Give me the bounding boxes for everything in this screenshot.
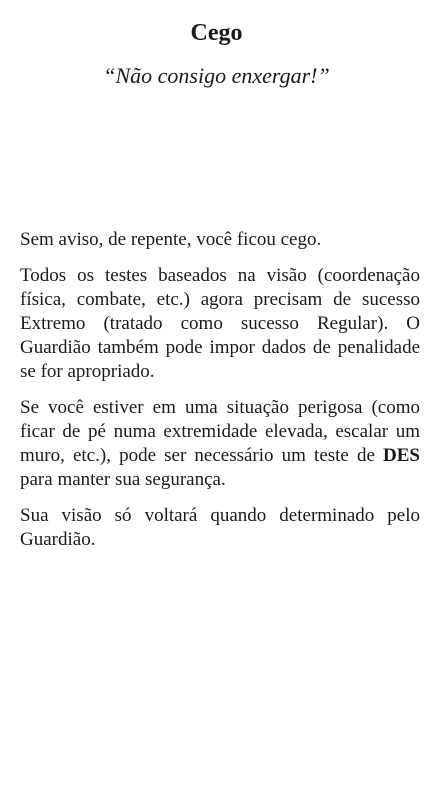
- paragraph-1: Sem aviso, de repente, você ficou cego.: [20, 229, 322, 250]
- card-body: [20, 228, 420, 564]
- paragraph-3-text-end: para manter sua segurança.: [20, 469, 226, 490]
- paragraph-3: [20, 396, 420, 492]
- skill-des: DES: [383, 445, 420, 466]
- paragraph-2: Todos os testes baseados na visão (coordenação física, combate, etc.) agora precisam de sucesso Extremo (tratado como sucesso Regular). O Guardião também pode impor dados de penalidade se for apropriado.: [20, 265, 420, 382]
- card-subtitle-quote: “Não consigo enxergar!”: [103, 63, 330, 88]
- card-title: Cego: [190, 20, 243, 46]
- paragraph-3-text-start: Se você estiver em uma situação perigosa (como ficar de pé numa extremidade elevada, escalar um muro, etc.), pode ser necessário um teste de: [20, 397, 420, 466]
- paragraph-4: Sua visão só voltará quando determinado pelo Guardião.: [20, 505, 420, 550]
